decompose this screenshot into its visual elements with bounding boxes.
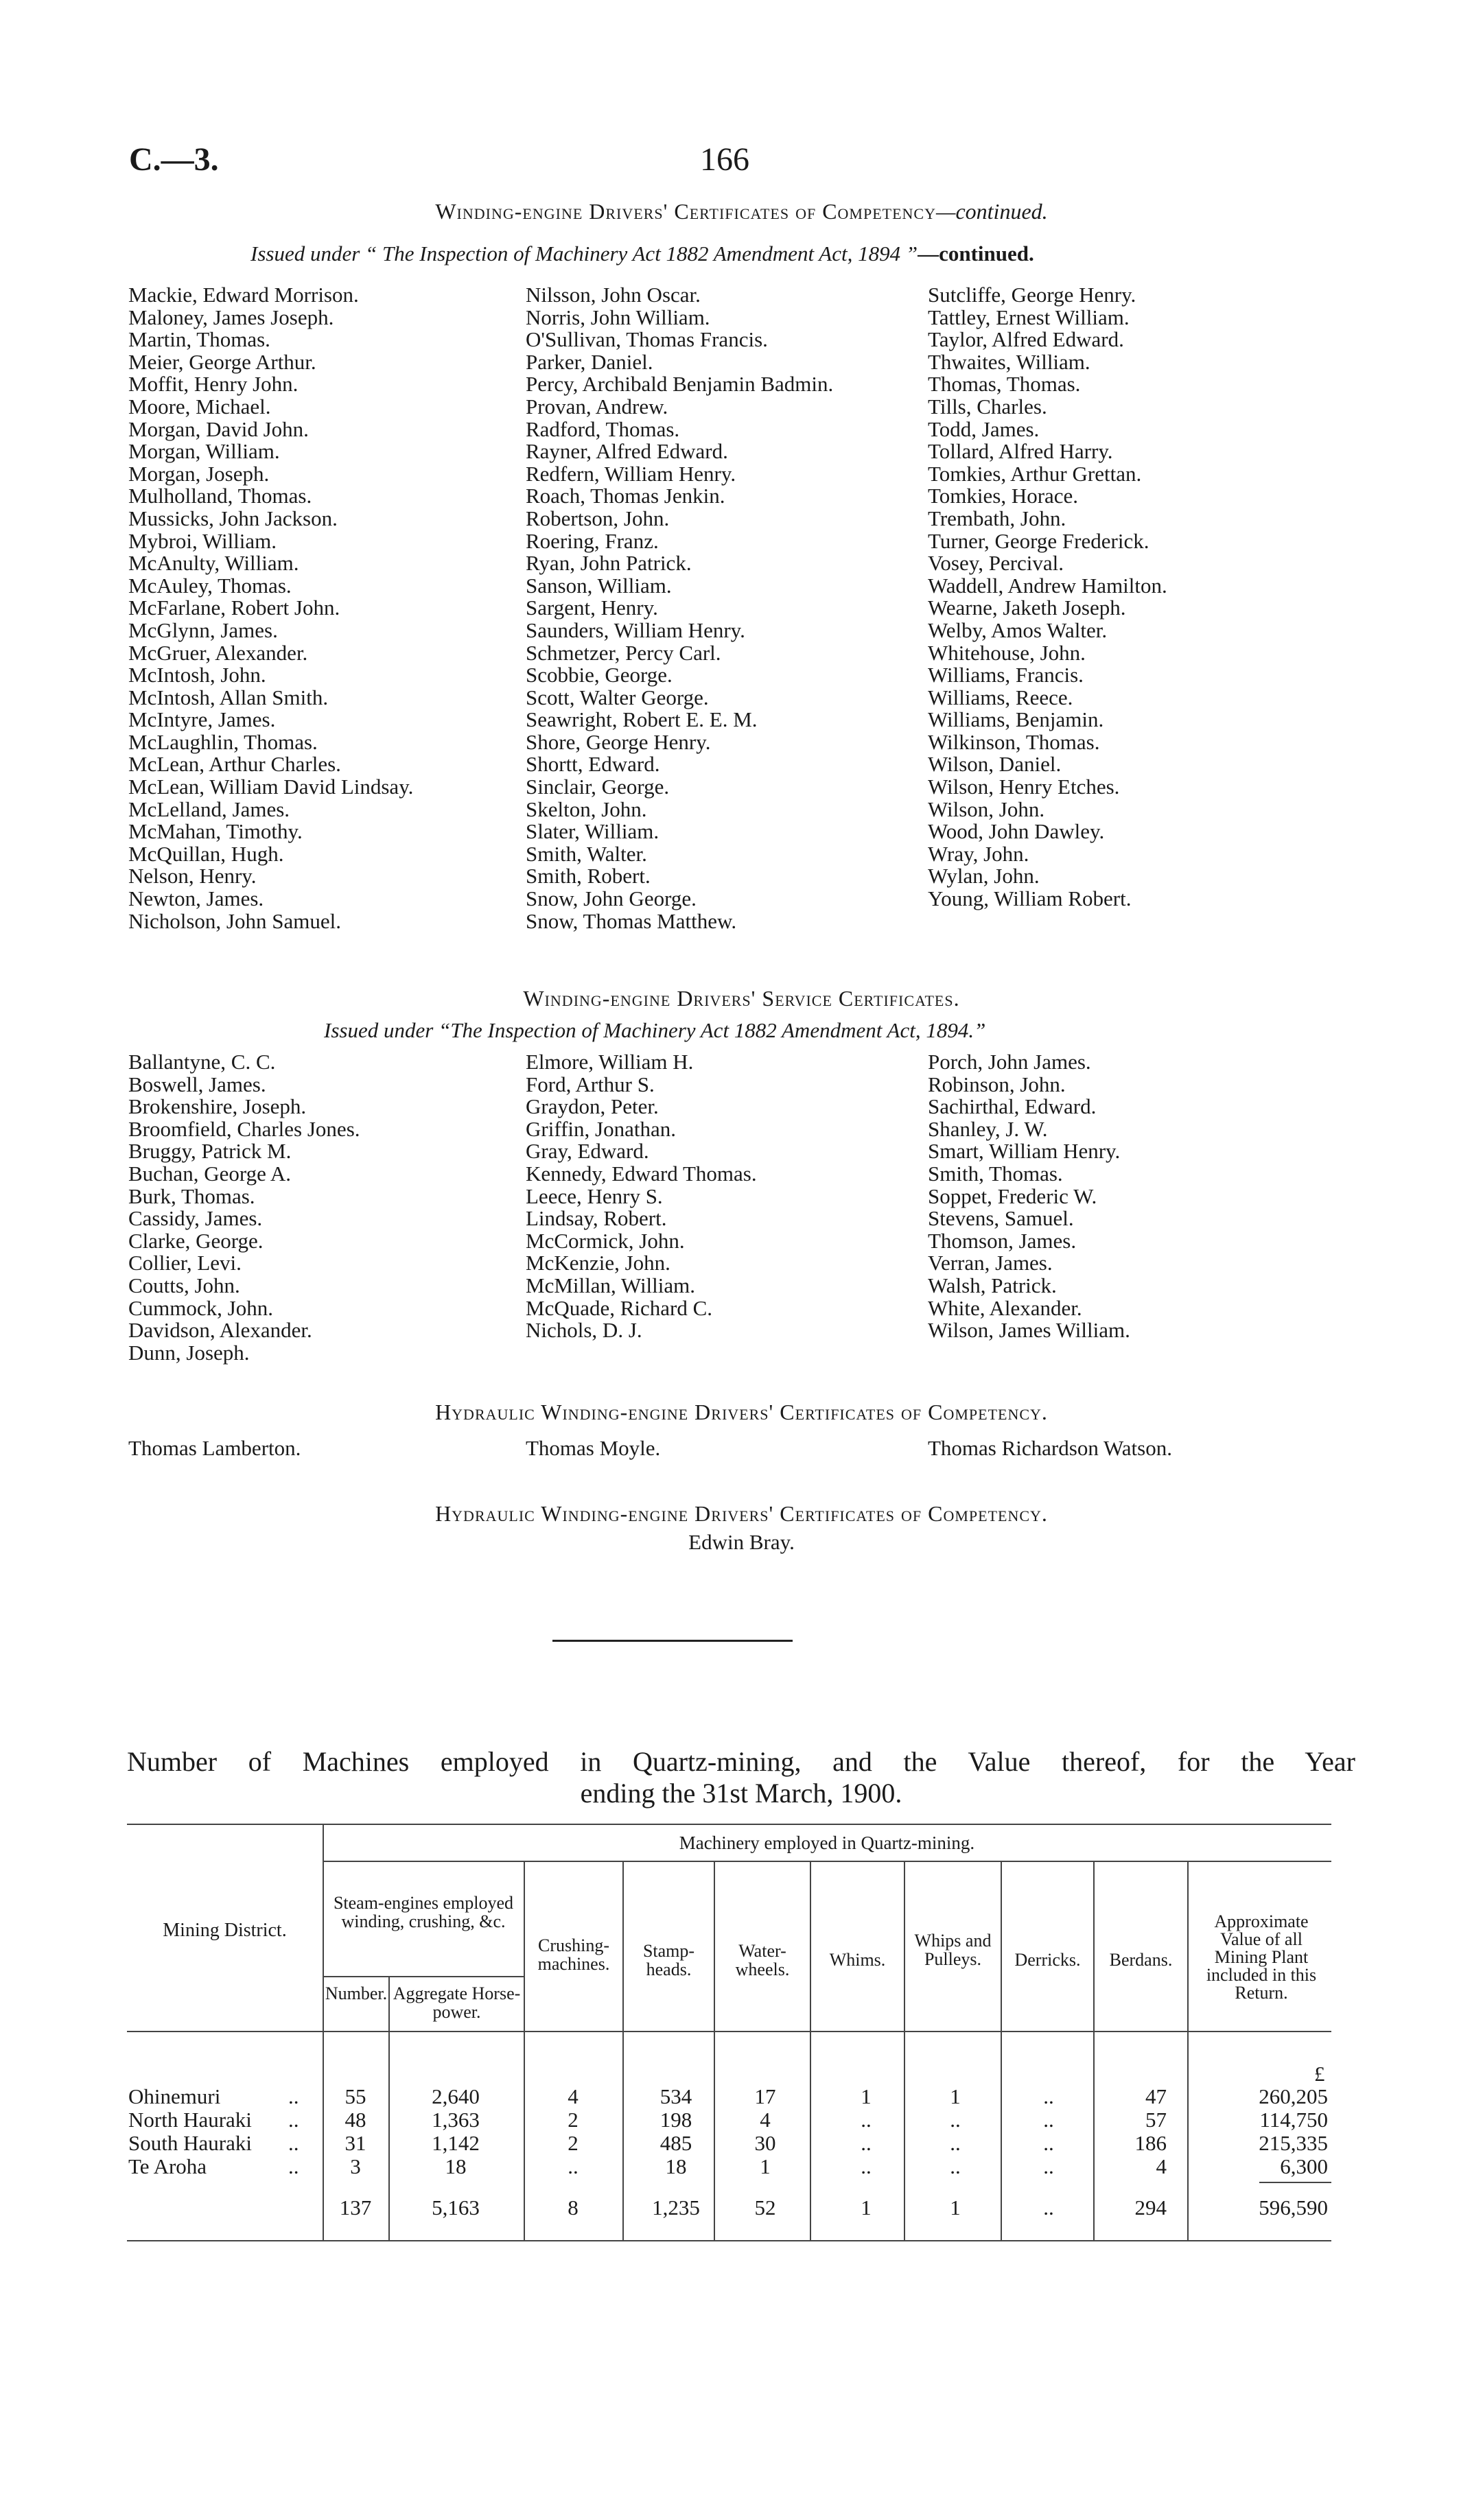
section-1-name-entry: Wearne, Jaketh Joseph. [928, 596, 1126, 620]
section-2-column-2 [526, 1051, 757, 1342]
row-water: 30 [754, 2131, 776, 2155]
section-1-name-entry: McLean, Arthur Charles. [128, 752, 341, 777]
section-4-name: Edwin Bray. [688, 1530, 795, 1554]
section-1-name-entry: Williams, Reece. [928, 685, 1073, 709]
section-1-name-entry: Maloney, James Joseph. [128, 305, 334, 329]
section-1-name-entry: Percy, Archibald Benjamin Badmin. [526, 372, 834, 397]
section-1-name-entry: Provan, Andrew. [526, 394, 668, 419]
row-number: 3 [350, 2154, 361, 2178]
section-2-name-entry: Davidson, Alexander. [128, 1318, 312, 1343]
header-crushing-machines: Crushing-machines. [537, 1935, 610, 1974]
section-2-name-entry: Elmore, William H. [526, 1050, 694, 1074]
row-hp: 2,640 [432, 2084, 480, 2108]
row-stamp: 198 [659, 2108, 692, 2132]
table-title [127, 1746, 1355, 1809]
section-1-name-entry: Nicholson, John Samuel. [128, 908, 341, 933]
separator-rule [552, 1640, 793, 1642]
total-berdans: 294 [1134, 2195, 1167, 2219]
table-title-line-1: Number of Machines employed in Quartz-mining, and the Value thereof, for the Year [127, 1746, 1355, 1777]
row-number: 48 [345, 2108, 366, 2132]
section-2-name-entry: Dunn, Joseph. [128, 1340, 250, 1365]
section-1-name-entry: McIntyre, James. [128, 707, 276, 732]
section-1-name-entry: Mybroi, William. [128, 528, 277, 553]
row-berdans: 4 [1156, 2154, 1167, 2178]
table-bottom-rule [127, 2240, 1331, 2241]
row-value: 114,750 [1259, 2108, 1328, 2132]
section-2-name-entry: Nichols, D. J. [526, 1318, 642, 1343]
section-2-name-entry: Boswell, James. [128, 1072, 266, 1096]
table-group-rule [323, 1861, 1331, 1862]
section-2-name-entry: Broomfield, Charles Jones. [128, 1116, 360, 1141]
section-2-name-entry: Smart, William Henry. [928, 1139, 1121, 1164]
row-derricks: .. [1043, 2131, 1054, 2155]
section-2-name-entry: Wilson, James William. [928, 1318, 1130, 1343]
row-crushing: 2 [568, 2108, 579, 2132]
section-1-name-entry: Scott, Walter George. [526, 685, 709, 709]
section-2-name-entry: Shanley, J. W. [928, 1116, 1048, 1141]
section-1-name-entry: Shore, George Henry. [526, 729, 711, 754]
section-4-title: Hydraulic Winding-engine Drivers' Certificates of Competency. [435, 1501, 1048, 1526]
section-2-name-entry: Clarke, George. [128, 1228, 264, 1253]
issued-act: “ The Inspection of Machinery Act 1882 Amendment Act, 1894 ” [365, 242, 918, 266]
section-1-name-entry: Shortt, Edward. [526, 752, 660, 777]
section-1-name-entry: Sinclair, George. [526, 775, 670, 799]
header-approximate-value: Approximate Value of all Mining Plant included in this Return. [1206, 1911, 1317, 2003]
header-whims: Whims. [829, 1950, 886, 1970]
section-3-name-1: Thomas Lamberton. [128, 1436, 301, 1460]
section-1-name-entry: Norris, John William. [526, 305, 710, 329]
section-1-name-entry: Tollard, Alfred Harry. [928, 439, 1113, 464]
row-value: 215,335 [1259, 2131, 1328, 2155]
section-1-name-entry: Mussicks, John Jackson. [128, 506, 338, 530]
row-district: Te Aroha [128, 2154, 207, 2178]
section-1-name-entry: Taylor, Alfred Edward. [928, 327, 1124, 352]
section-1-name-entry: Nilsson, John Oscar. [526, 283, 701, 307]
header-whips-pulleys: Whips and Pulleys. [914, 1931, 992, 1969]
table-vline [714, 1861, 715, 2240]
section-2-title: Winding-engine Drivers' Service Certificates. [523, 986, 960, 1011]
issued-suffix: —continued. [918, 242, 1034, 266]
issued-prefix: Issued under [250, 242, 360, 266]
row-whims: .. [861, 2154, 872, 2178]
section-2-name-entry: Brokenshire, Joseph. [128, 1094, 307, 1119]
row-derricks: .. [1043, 2108, 1054, 2132]
section-1-name-entry: McGlynn, James. [128, 617, 278, 642]
section-1-name-entry: Morgan, William. [128, 439, 280, 464]
table-title-line-2: ending the 31st March, 1900. [580, 1778, 902, 1809]
section-1-name-entry: Wilson, John. [928, 797, 1045, 821]
section-2-name-entry: Ford, Arthur S. [526, 1072, 655, 1096]
section-1-name-entry: Meier, George Arthur. [128, 349, 316, 374]
section-1-name-entry: Snow, Thomas Matthew. [526, 908, 737, 933]
section-1-name-entry: Thwaites, William. [928, 349, 1090, 374]
section-1-name-entry: Morgan, David John. [128, 416, 309, 441]
section-2-name-entry: Lindsay, Robert. [526, 1206, 667, 1231]
section-1-name-entry: Thomas, Thomas. [928, 372, 1081, 397]
total-value: 596,590 [1259, 2195, 1328, 2219]
section-1-name-entry: Radford, Thomas. [526, 416, 680, 441]
section-1-name-entry: Skelton, John. [526, 797, 647, 821]
section-1-name-entry: Martin, Thomas. [128, 327, 270, 352]
row-hp: 18 [445, 2154, 467, 2178]
section-2-name-entry: Graydon, Peter. [526, 1094, 659, 1119]
section-1-name-entry: Sargent, Henry. [526, 596, 658, 620]
section-2-name-entry: Soppet, Frederic W. [928, 1184, 1097, 1208]
section-2-name-entry: Cassidy, James. [128, 1206, 263, 1231]
row-berdans: 57 [1145, 2108, 1167, 2132]
row-district-leader: .. [288, 2131, 299, 2155]
row-whips: 1 [950, 2084, 961, 2108]
row-number: 55 [345, 2084, 366, 2108]
section-1-name-entry: Sanson, William. [526, 573, 672, 598]
section-2-name-entry: Buchan, George A. [128, 1161, 292, 1186]
section-2-name-entry: McMillan, William. [526, 1273, 696, 1297]
section-1-name-entry: Smith, Walter. [526, 841, 647, 866]
section-1-name-entry: Redfern, William Henry. [526, 461, 736, 486]
section-1-name-entry: Seawright, Robert E. E. M. [526, 707, 758, 732]
section-1-name-entry: McAuley, Thomas. [128, 573, 292, 598]
section-1-name-entry: Morgan, Joseph. [128, 461, 270, 486]
section-1-name-entry: McIntosh, John. [128, 663, 266, 687]
section-2-column-3 [928, 1051, 1130, 1342]
section-1-name-entry: Wood, John Dawley. [928, 819, 1105, 844]
section-2-name-entry: McKenzie, John. [526, 1251, 670, 1275]
row-district-leader: .. [288, 2154, 299, 2178]
total-whips: 1 [950, 2195, 961, 2219]
total-derricks: .. [1043, 2195, 1054, 2219]
section-2-name-entry: Ballantyne, C. C. [128, 1050, 276, 1074]
section-1-name-entry: Tomkies, Arthur Grettan. [928, 461, 1142, 486]
section-1-name-entry: Nelson, Henry. [128, 864, 257, 888]
table-vline [810, 1861, 811, 2240]
issued-prefix: Issued under [324, 1018, 434, 1042]
row-district: North Hauraki [128, 2108, 252, 2132]
section-1-name-entry: Robertson, John. [526, 506, 670, 530]
section-1-name-entry: Tills, Charles. [928, 394, 1047, 419]
section-1-name-entry: Welby, Amos Walter. [928, 617, 1108, 642]
row-value: 6,300 [1280, 2154, 1328, 2178]
row-derricks: .. [1043, 2154, 1054, 2178]
section-1-name-entry: Wylan, John. [928, 864, 1040, 888]
section-1-name-entry: Roach, Thomas Jenkin. [526, 484, 725, 508]
row-whips: .. [950, 2108, 961, 2132]
section-1-column-3 [928, 284, 1167, 910]
section-1-title [0, 199, 1483, 224]
section-1-title-suffix: —continued. [936, 199, 1048, 224]
section-1-name-entry: Turner, George Frederick. [928, 528, 1149, 553]
section-1-name-entry: Saunders, William Henry. [526, 617, 745, 642]
section-1-name-entry: Tomkies, Horace. [928, 484, 1079, 508]
row-district-leader: .. [288, 2084, 299, 2108]
section-1-name-entry: Wilkinson, Thomas. [928, 729, 1100, 754]
section-1-name-entry: Trembath, John. [928, 506, 1066, 530]
section-1-name-entry: Young, William Robert. [928, 886, 1132, 911]
header-steam-engines: Steam-engines employed winding, crushing, &c. [333, 1893, 514, 1931]
section-2-name-entry: Thomson, James. [928, 1228, 1077, 1253]
section-1-name-entry: Ryan, John Patrick. [526, 551, 692, 576]
section-2-name-entry: Gray, Edward. [526, 1139, 649, 1164]
section-1-name-entry: Williams, Benjamin. [928, 707, 1104, 732]
section-3-name-3: Thomas Richardson Watson. [928, 1436, 1172, 1460]
section-1-name-entry: McQuillan, Hugh. [128, 841, 284, 866]
document-code: C.—3. [129, 141, 219, 178]
row-berdans: 47 [1145, 2084, 1167, 2108]
section-1-name-entry: Snow, John George. [526, 886, 697, 911]
section-2-name-entry: Porch, John James. [928, 1050, 1091, 1074]
row-district: Ohinemuri [128, 2084, 221, 2108]
section-1-name-entry: Wilson, Daniel. [928, 752, 1062, 777]
section-1-name-entry: Parker, Daniel. [526, 349, 653, 374]
section-1-name-entry: Moore, Michael. [128, 394, 271, 419]
row-stamp: 18 [665, 2154, 687, 2178]
section-2-name-entry: Verran, James. [928, 1251, 1053, 1275]
total-water: 52 [754, 2195, 776, 2219]
section-2-name-entry: Collier, Levi. [128, 1251, 242, 1275]
section-3-title: Hydraulic Winding-engine Drivers' Certificates of Competency. [435, 1400, 1048, 1424]
table-top-rule [127, 1824, 1331, 1825]
row-berdans: 186 [1134, 2131, 1167, 2155]
section-1-name-entry: Wilson, Henry Etches. [928, 775, 1120, 799]
section-1-name-entry: McMahan, Timothy. [128, 819, 303, 844]
total-stamp: 1,235 [652, 2195, 700, 2219]
row-stamp: 485 [659, 2131, 692, 2155]
header-berdans: Berdans. [1109, 1950, 1173, 1970]
section-2-name-entry: Walsh, Patrick. [928, 1273, 1057, 1297]
row-district-leader: .. [288, 2108, 299, 2132]
section-1-name-entry: McAnulty, William. [128, 551, 299, 576]
section-1-name-entry: Williams, Francis. [928, 663, 1084, 687]
section-1-name-entry: Moffit, Henry John. [128, 372, 299, 397]
section-1-name-entry: Wray, John. [928, 841, 1029, 866]
row-number: 31 [345, 2131, 366, 2155]
page-number: 166 [700, 141, 749, 178]
section-1-name-entry: McGruer, Alexander. [128, 640, 308, 665]
section-2-name-entry: Leece, Henry S. [526, 1184, 663, 1208]
section-1-column-2 [526, 284, 833, 932]
section-1-name-entry: Vosey, Percival. [928, 551, 1064, 576]
row-crushing: 2 [568, 2131, 579, 2155]
section-1-name-entry: Mackie, Edward Morrison. [128, 283, 359, 307]
section-1-name-entry: Slater, William. [526, 819, 659, 844]
section-1-name-entry: Tattley, Ernest William. [928, 305, 1130, 329]
row-crushing: .. [568, 2154, 579, 2178]
total-number: 137 [339, 2195, 372, 2219]
section-2-name-entry: Kennedy, Edward Thomas. [526, 1161, 757, 1186]
section-1-name-entry: Mulholland, Thomas. [128, 484, 312, 508]
header-water-wheels: Water-wheels. [735, 1941, 790, 1979]
section-1-name-entry: Newton, James. [128, 886, 264, 911]
header-derricks: Derricks. [1014, 1950, 1081, 1970]
section-2-name-entry: Sachirthal, Edward. [928, 1094, 1097, 1119]
row-hp: 1,142 [432, 2131, 480, 2155]
total-hp: 5,163 [432, 2195, 480, 2219]
section-2-name-entry: Robinson, John. [928, 1072, 1066, 1096]
section-2-name-entry: White, Alexander. [928, 1295, 1082, 1320]
header-mining-district: Mining District. [163, 1920, 287, 1941]
table-vline [622, 1861, 624, 2240]
table-vline [904, 1861, 905, 2240]
section-2-name-entry: Bruggy, Patrick M. [128, 1139, 292, 1164]
section-2-name-entry: Cummock, John. [128, 1295, 273, 1320]
currency-symbol: £ [1314, 2062, 1325, 2086]
header-horse-power: Aggregate Horse-power. [393, 1983, 521, 2022]
section-3-name-2: Thomas Moyle. [526, 1436, 661, 1460]
section-1-name-entry: Smith, Robert. [526, 864, 651, 888]
row-derricks: .. [1043, 2084, 1054, 2108]
section-1-column-1 [128, 284, 413, 932]
section-1-name-entry: Schmetzer, Percy Carl. [526, 640, 721, 665]
section-1-title-text: Winding-engine Drivers' Certificates of Competency [435, 199, 936, 224]
section-1-name-entry: Roering, Franz. [526, 528, 659, 553]
section-2-name-entry: Stevens, Samuel. [928, 1206, 1074, 1231]
row-district: South Hauraki [128, 2131, 252, 2155]
table-vline [1093, 1861, 1095, 2240]
section-1-name-entry: McLelland, James. [128, 797, 290, 821]
section-1-name-entry: McFarlane, Robert John. [128, 596, 340, 620]
row-water: 17 [754, 2084, 776, 2108]
section-1-name-entry: Scobbie, George. [526, 663, 673, 687]
section-2-name-entry: Coutts, John. [128, 1273, 240, 1297]
section-1-name-entry: Rayner, Alfred Edward. [526, 439, 728, 464]
section-1-name-entry: McLean, William David Lindsay. [128, 775, 414, 799]
header-stamp-heads: Stamp-heads. [642, 1941, 695, 1979]
row-hp: 1,363 [432, 2108, 480, 2132]
table-vline [1187, 1861, 1189, 2240]
table-vline [1001, 1861, 1002, 2240]
table-group-header: Machinery employed in Quartz-mining. [679, 1833, 975, 1853]
section-2-name-entry: Burk, Thomas. [128, 1184, 255, 1208]
table-header-bottom-rule [127, 2031, 1331, 2032]
section-1-name-entry: Todd, James. [928, 416, 1040, 441]
total-whims: 1 [861, 2195, 872, 2219]
total-crushing: 8 [568, 2195, 579, 2219]
section-2-issued-under [324, 1018, 985, 1043]
table-value-total-rule [1259, 2182, 1331, 2183]
section-1-name-entry: O'Sullivan, Thomas Francis. [526, 327, 768, 352]
row-whips: .. [950, 2154, 961, 2178]
table-vline [524, 1861, 525, 2240]
row-whims: 1 [861, 2084, 872, 2108]
row-whims: .. [861, 2108, 872, 2132]
row-value: 260,205 [1259, 2084, 1328, 2108]
section-1-name-entry: McIntosh, Allan Smith. [128, 685, 329, 709]
section-2-name-entry: McCormick, John. [526, 1228, 685, 1253]
table-steam-sub-rule [323, 1976, 524, 1977]
section-1-name-entry: McLaughlin, Thomas. [128, 729, 318, 754]
section-1-name-entry: Waddell, Andrew Hamilton. [928, 573, 1167, 598]
section-2-name-entry: McQuade, Richard C. [526, 1295, 713, 1320]
issued-act: “The Inspection of Machinery Act 1882 Amendment Act, 1894.” [439, 1018, 986, 1042]
section-2-name-entry: Griffin, Jonathan. [526, 1116, 676, 1141]
section-1-issued-under [250, 242, 1034, 266]
row-water: 4 [760, 2108, 771, 2132]
row-stamp: 534 [659, 2084, 692, 2108]
section-1-name-entry: Sutcliffe, George Henry. [928, 283, 1136, 307]
row-whims: .. [861, 2131, 872, 2155]
row-water: 1 [760, 2154, 771, 2178]
section-2-column-1 [128, 1051, 360, 1364]
section-2-name-entry: Smith, Thomas. [928, 1161, 1063, 1186]
header-number: Number. [325, 1983, 388, 2003]
row-whips: .. [950, 2131, 961, 2155]
section-1-name-entry: Whitehouse, John. [928, 640, 1086, 665]
row-crushing: 4 [568, 2084, 579, 2108]
